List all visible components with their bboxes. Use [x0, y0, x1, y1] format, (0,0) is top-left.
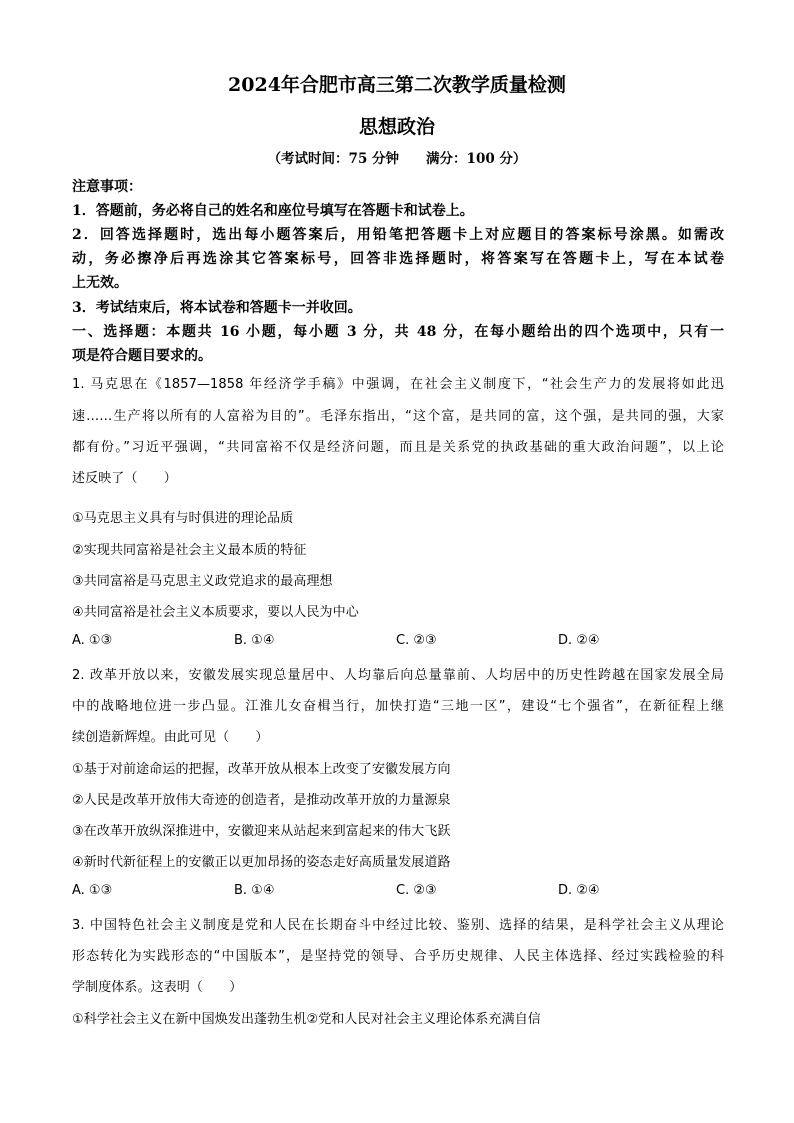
notice-item-1: 1．答题前，务必将自己的姓名和座位号填写在答题卡和试卷上。 — [72, 203, 474, 219]
q2-stem-line-1: 2. 改革开放以来，安徽发展实现总量居中、人均靠后向总量靠前、人均居中的历史性跨越在国家发展全局 — [72, 668, 724, 683]
q1-statement-1: ①马克思主义具有与时俱进的理论品质 — [72, 511, 294, 526]
notice-item-3: 3．考试结束后，将本试卷和答题卡一并收回。 — [72, 300, 362, 316]
section-1-line-2: 项是符合题目要求的。 — [72, 348, 212, 364]
q3-stem-line-1: 3. 中国特色社会主义制度是党和人民在长期奋斗中经过比较、鉴别、选择的结果，是科学社会主义从理论 — [72, 918, 724, 933]
q2-statement-1: ①基于对前途命运的把握，改革开放从根本上改变了安徽发展方向 — [72, 762, 451, 777]
exam-info: （考试时间：75 分钟 满分：100 分） — [267, 151, 527, 167]
q3-statement-1-2: ①科学社会主义在新中国焕发出蓬勃生机②党和人民对社会主义理论体系充满自信 — [72, 1012, 541, 1027]
q2-option-d: D. ②④ — [558, 883, 600, 898]
notice-item-2-line-3: 上无效。 — [72, 275, 128, 291]
q3-stem-line-3: 学制度体系。这表明（ ） — [72, 980, 243, 995]
notice-item-2-line-1: 2．回答选择题时，选出每小题答案后，用铅笔把答题卡上对应题目的答案标号涂黑。如需改 — [72, 227, 724, 243]
q2-statement-4: ④新时代新征程上的安徽正以更加昂扬的姿态走好高质量发展道路 — [72, 855, 451, 870]
q1-option-c: C. ②③ — [396, 633, 437, 648]
q1-statement-4: ④共同富裕是社会主义本质要求，要以人民为中心 — [72, 605, 359, 620]
q2-option-c: C. ②③ — [396, 883, 437, 898]
q1-option-b: B. ①④ — [234, 633, 275, 648]
q1-statement-3: ③共同富裕是马克思主义政党追求的最高理想 — [72, 574, 333, 589]
q1-option-a: A. ①③ — [72, 633, 113, 648]
q1-stem-line-2: 速……生产将以所有的人富裕为目的”。毛泽东指出，“这个富，是共同的富，这个强，是共同的强，大家 — [72, 409, 724, 424]
q2-option-a: A. ①③ — [72, 883, 113, 898]
notice-item-2-line-2: 动，务必擦净后再选涂其它答案标号，回答非选择题时，将答案写在答题卡上，写在本试卷 — [72, 251, 724, 267]
q2-option-b: B. ①④ — [234, 883, 275, 898]
q2-statement-2: ②人民是改革开放伟大奇迹的创造者，是推动改革开放的力量源泉 — [72, 793, 451, 808]
q1-stem-line-3: 都有份。”习近平强调，“共同富裕不仅是经济问题，而且是关系党的执政基础的重大政治问题”，以上论 — [72, 440, 724, 455]
section-1-line-1: 一、选择题：本题共 16 小题，每小题 3 分，共 48 分，在每小题给出的四个选项中，只有一 — [72, 324, 724, 340]
subject-title: 思想政治 — [358, 116, 435, 138]
q2-statement-3: ③在改革开放纵深推进中，安徽迎来从站起来到富起来的伟大飞跃 — [72, 824, 451, 839]
notice-heading: 注意事项： — [72, 179, 142, 195]
q1-stem-line-1: 1. 马克思在《1857—1858 年经济学手稿》中强调，在社会主义制度下，“社会生产力的发展将如此迅 — [72, 377, 724, 392]
q1-statement-2: ②实现共同富裕是社会主义最本质的特征 — [72, 543, 307, 558]
exam-title: 2024年合肥市高三第二次教学质量检测 — [228, 74, 566, 96]
q1-stem-line-4: 述反映了（ ） — [72, 471, 177, 486]
q2-stem-line-2: 中的战略地位进一步凸显。江淮儿女奋楫当行，加快打造“三地一区”，建设“七个强省”，在新征程上继 — [72, 699, 724, 714]
q1-option-d: D. ②④ — [558, 633, 600, 648]
q3-stem-line-2: 形态转化为实践形态的“中国版本”，是坚持党的领导、合乎历史规律、人民主体选择、经过实践检验的科 — [72, 949, 724, 964]
q2-stem-line-3: 续创造新辉煌。由此可见（ ） — [72, 730, 269, 745]
